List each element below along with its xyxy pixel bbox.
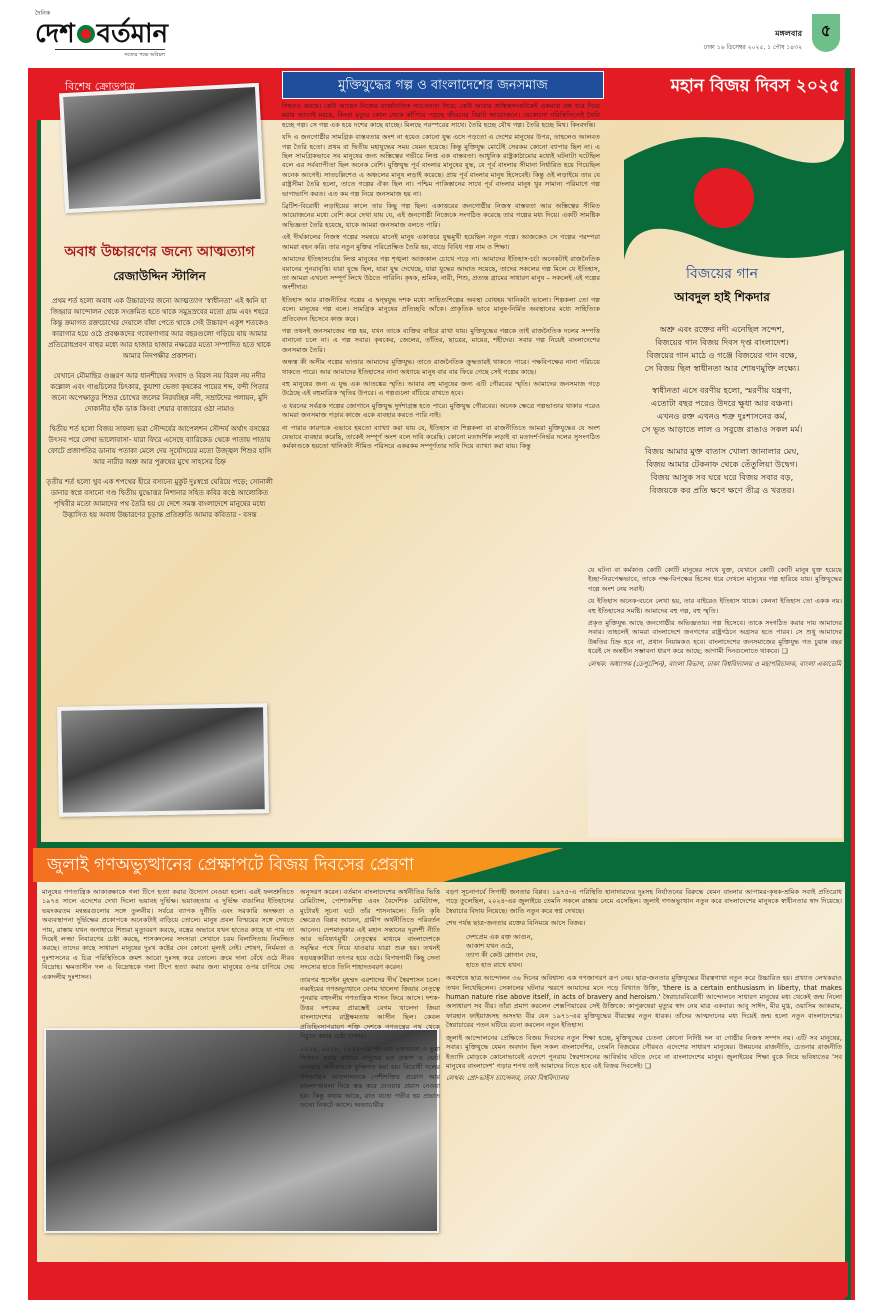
day-name: মঙ্গলবার	[775, 29, 802, 38]
paragraph: যে ইতিহাস অনেক-বচনে লেখা হয়, তার বাইরেও ইতিহাস থাকে। কেননা ইতিহাস তো একক নয়। বহু ইতিহাসের সমষ্টি। আমাদের বহু গল্প, বহু স্মৃতি।	[588, 597, 842, 615]
logo-prefix: দৈনিক	[35, 10, 51, 17]
dateline: ঢাকা ১৬ ডিসেম্বর ২০২৫, ১ পৌষ ১৪৩২	[703, 44, 802, 51]
poem1-stanza: প্রথম শর্ত হলো অবাধ এক উচ্চারণের জন্যে আত্মত্যাগ 'স্বাধীনতা' এই ধ্বনি যা জিহ্বার আন্দোলন থেকে সংক্রমিত হতে থাকে সমুদ্রস্রবের মতো গ্রাম এবং শহরে কিন্তু ক্রমাগত রক্তচোখের দেয়ালে বাঁধা পেতে থাকে সেই উচ্চারণ একুশ শতকেও কারাগার হয়ে ওঠে প্রবঞ্চকদের গবেষণাগার আর বছরগুলো গড়িয়ে যায় আমার প্রতিরোধপ্রবণ বাহুর মধ্যে আর হাজার হাজার নক্ষত্রের মতো সম্পাদিত হতে থাকে আমার নিদপক্ষীর প্রকাশনা।	[48, 297, 271, 360]
poem1-body	[42, 296, 277, 521]
poem1-stanza: যেখানে মৌমাছির গুঞ্জরণ আর ধানশীষের সংবাদ ও বিরল নয় বিরল নয় নদীর কল্লোল এবং গাঙচিলের চিৎকার, কুয়াশা ভেজা কৃষকের পায়ের শব্দ, বন্দী পিতার জন্যে অপেক্ষাতুর শিশুর চোখের জলের নিরবচ্ছিন্ন নদী, সম্রাটদের পলায়ন, মুদি দোকানীর হাঁক ডাক কিংবা শেয়ার বাজারের ওঠা নামাও	[50, 372, 269, 413]
paragraph: নিহতও করছে। কেউ আছেন নিজের রাজনৈতিক সচেতনতা নিয়ে; কেউ আবার অস্তিত্বসংকটকেই একমাত্র প্রশ্ন ধরে নিয়ে মরার আগেই মরছে, কিংবা মৃত্যুর কোল থেকে কাঁপিয়ে পড়ছে জীবনের বিরাট আয়োজনে। যেকোনো পরিস্থিতিতেই তৈরি হচ্ছে গল্প। সে গল্প এক হয়ে দশের কাছে যাচ্ছে। মিলছে পরস্পরের সাথে। তৈরি হচ্ছে যৌথ গল্প। তৈরি হচ্ছে মিথ। কিংবদন্তি।	[282, 102, 600, 129]
poem-line: আকাশ যখন ওঠে,	[466, 942, 514, 951]
footer-red-band	[41, 1262, 848, 1297]
poem1-author: রেজাউদ্দিন স্টালিন	[113, 269, 206, 283]
logo-name-right: বর্তমান	[96, 19, 169, 49]
article2-col2	[300, 888, 440, 1258]
bangladesh-flag-image	[604, 120, 844, 270]
paragraph: অনুসরণ করেন। বর্তমান বাংলাদেশের অর্থনীতির ভিত্তি রেমিট্যান্স, পোশাকশিল্প এবং বৈদেশিক রেমিট্যান্স, মুটোরই সূচনা ঘটে তাঁর শাসনামলে। তিনি কৃষি ক্ষেত্রেও বিপ্লব আনেন, গ্রামীণ অর্থনীতিতে পরিবর্তন আনেন। দেশমাতৃকার এই মহান সন্তানের দূরদর্শী নীতি আর ভবিষ্যৎমুখী নেতৃত্বের মাধ্যমে বাংলাদেশকে সমৃদ্ধির পথে নিয়ে যাওয়ার যাত্রা শুরু হয়। তখনই ষড়যন্ত্রকারীরা তৎপর হয়ে ওঠে। বিপথগামী কিছু সেনা সদস্যের হাতে তিনি শাহাদতবরণ করেন।	[300, 888, 440, 972]
poem1-stanza: তৃতীয় শর্ত হলো খুব এক শপথের হীরে বসানো মুকুট দুঃস্বপ্নে ঘেরিয়ে পড়ে; সোনালী ডানার স্বপ্নে বসানো গণ্ড দ্বিতীয় যুদ্ধোত্তর নিশানার সহিত কবির কণ্ঠে আলোকিত পৃথিবীর মতো আমাদের পথ তৈরি হয় যে দেশে সমস্ত বাংলাদেশে মানুষের মধ্যে উদ্ভাসিত হয় অবাধ উচ্চারণের চূড়ান্ত প্রতিশ্রুতি আমার কবিতার - বসন্ত	[46, 478, 273, 519]
inset-poem	[446, 933, 842, 971]
poem2-body	[604, 323, 840, 497]
poem-line: হাতে হাত রাখে যখন।	[466, 960, 523, 969]
logo-name-left: দেশ	[35, 19, 75, 49]
article1-continuation	[588, 566, 842, 838]
paragraph: অন্ধত্ব কী অসীম গল্পের ভাণ্ডার আমাদের মুক্তিযুদ্ধ। তাতে রাজনৈতিক ক্রুদ্ধতারই থাকতে পারে। পক্ষবিপক্ষের নানা পরিচয়ে থাকতে পারে। আর আমাদের ইতিহাসের নানা অধ্যায়ে মানুষ বার বার ফিরে গেছে সেই গল্পের কাছে।	[282, 358, 600, 376]
paragraph: ২০১৪, ২০১৮, ২০২৪-এর পর এক একতরফা ও ভুয়া নির্বাচন করার মাধ্যমে মানুষের মত প্রকাশ ও ভোট দেওয়ার অধিকারকে কুক্ষিগত করা হয়। বিরোধী দলের গণতান্ত্রিক আন্দোলনকে পেশীশক্তির প্রয়োগ আর মামলা-হামলা দিয়ে স্তব্ধ করে দেওয়ার প্রয়াস নেওয়া হয়। কিন্তু কথায় আছে, রাত যতো গভীর হয় প্রভাত ততো নিকটে আসে। অত্যাচারীর	[300, 1044, 440, 1109]
article1-byline: লেখক: অধ্যাপক (ডেপুটেশন), বাংলা বিভাগ, ঢাকা বিশ্ববিদ্যালয় ও মহাপরিচালক, বাংলা একাডেমি	[588, 659, 842, 668]
logo-tagline: সত্যের পক্ষে অবিচল	[55, 49, 165, 60]
poem-line: দেশপ্রেম এক রক্ত আগুন,	[466, 932, 533, 941]
poem-block-1	[42, 240, 277, 530]
article2-title: জুলাই গণঅভ্যুত্থানের প্রেক্ষাপটে বিজয় দিবসের প্রেরণা	[33, 848, 443, 882]
paragraph: ইতিহাস আর রাজনীতির গল্পের এ দ্বন্দ্বযুদ্ধ দশক মধ্যে সাহিত্যশিল্পের অবস্থা বোধহয় খানিকটা ভালো। শিল্পকলা তো গল্প বলে। মানুষের গল্প বলে। সামগ্রিক মানুষের প্রতিচ্ছবি আঁকে। প্রাকৃতিক ভাবে মানুষ-নির্মিত অবস্থানের মধ্যে সাহিত্যিক প্রতিবেদন হিসেবে কাজ করে।	[282, 295, 600, 323]
paragraph: প্রকৃত মুক্তিযুদ্ধ আছে জনগোষ্ঠীর অভিজ্ঞতায়। গল্প হিসেবে। তাকে সংগঠিত করার দায় আমাদের সবার। তাহলেই আমরা বাংলাদেশে জনগণের রাষ্ট্রগঠনে অগ্রসর হতে পারব। সে শুধু আমাদের উন্নতির চিহ্ন হবে না, প্রধান নিয়ামকও হবে। বাংলাদেশের জনসমাজের মুক্তিযুদ্ধ গত চুয়ান্ন বছর ধরেই সে অন্তহীন সম্ভাবনা ধারণ করে আছে; আগামী দিনগুলোতে থাকবে। ❑	[588, 619, 842, 656]
paragraph: যে ঘটনা বা কর্মকাণ্ড কোটি কোটি মানুষের সাথে যুক্ত, যেখানে কোটি কোটি মানুষ যুক্ত হয়েছে ইচ্ছা-নিরপেক্ষভাবে, তাকে পক্ষ-বিপক্ষের হিসেব ধরে দেখলে মানুষের গল্প হারিয়ে যায়। মুক্তিযুদ্ধের গল্পে অংশ নেয় সবাই।	[588, 566, 842, 593]
paragraph: ব্রিটিশ-বিরোধী লড়াইয়ের কালে তার কিছু গল্প ছিল। একাত্তরের জনগোষ্ঠীর নিজস্ব বাস্তবতা আর অস্তিত্বের সীমিত আয়োজনের মধ্যে বেশি করে দেখা যায় যে, এই জনগোষ্ঠী নিজেকে সংগঠিত করেছে তার গল্পের মধ্য দিয়ে। একটি সামষ্টিক অভিজ্ঞতা তৈরি হয়েছে, যাকে আমরা জনসমাজ বলতে পারি।	[282, 202, 600, 229]
supplement-label: বিশেষ ক্রোড়পত্র	[65, 80, 136, 93]
paragraph: যদি এ জনগোষ্ঠীর সামগ্রিক বাস্তবতার অংশ না হয়েও কোনো যুদ্ধ এসে পড়তো এ দেশের মানুষের উপর, তাহলেও আলবত গল্প তৈরি হতো। প্রথম বা দ্বিতীয় মহাযুদ্ধের সময় যেমন হয়েছে। কিন্তু মুক্তিযুদ্ধ মোটেই সেরকম কোনো ব্যাপার ছিল না। এ ছিল সামগ্রিকভাবে সব মানুষের জন্য অস্তিত্বের গভীরে লিপ্ত এক বাস্তবতা। আধুনিক রাষ্ট্রকাঠামোর মধ্যেই ঘটনাটা ঘটেছিল বলে এর সর্বব্যাপীতা ছিল অনেক বেশি। মুক্তিযুদ্ধ পূর্ব বাংলার মানুষের যুদ্ধ, যে পূর্ব বাংলার সীমানা নির্ধারিত হয়ে গিয়েছিল অনেক আগেই। সাতচল্লিশেও এ অঞ্চলের মানুষ লড়াই করেছে। প্রায় পূর্ব বাংলার মানুষ হিসেবেই। কিন্তু ওই লড়াইয়ে তার যে রাষ্ট্রসীমা তৈরি হলো, তাতে গল্পের ঐক্য ছিল না। পশ্চিম পাকিস্তানের সাথে পূর্ব বাংলার মানুষ খুব সামান্য পরিমাণে গল্প ভাগাভাগি করত। এত কম গল্প নিয়ে জনসমাজ হয় না।	[282, 133, 600, 198]
poem2-stanza: বিজয় আমার মুক্ত বাতাস খোলা জানালার মেঘ, বিজয় আমার টেকনাফ থেকে তেঁতুলিয়া উদ্বেগ। বিজয় আসুক সব ঘরে ঘরে বিজয় সবার বড়, বিজয়কে কর প্রতি ক্ষণে ক্ষণে তীব্র ও খরতর।	[644, 446, 799, 495]
paragraph: অবশেষে ছাত্র আন্দোলন ৩৬ দিনের অবিশ্বাস্য এক গণজাগরণ রূপ নেয়। ছাত্র-জনতার মুক্তিযুদ্ধের বীরত্বগাথা নতুন করে উচ্চারিত হয়। প্রখ্যাত লেখকরাও তখন লিখেছিলেন। সেকালের ঘটনার স্মরণে আমাদের মনে পড়ে বিখ্যাত উক্তি, 'there is a certain enthusiasm in liberty, that makes human nature rise above itself, in acts of bravery and heroism.' স্বৈরাচারবিরোধী আন্দোলনে সাধারণ মানুষের মধ্য থেকেই জন্ম নিলো অসাধারণ সব বীর। তাঁরা প্রমাণ করলেন শেক্সপিয়ারের সেই উক্তিকে: কাপুরুষেরা মৃত্যুর স্বাদ নেয় মাত্র একবার। আবু সাঈদ, মীর মুগ্ধ, ওয়াসিম আকরাম, ফারহান ফাইয়াজসহ অসংখ্য বীর যেন ১৯৭১-এর মুক্তিযুদ্ধের বীরত্বের নতুন ধারক। তাঁদের আত্মদানের মধ্য দিয়েই জন্ম হলো নতুন বাংলাদেশের। স্বৈরাচারের পতন ঘটিয়ে রচনা করলেন নতুন ইতিহাস।	[446, 974, 842, 1030]
logo-flag-icon	[77, 25, 95, 43]
paragraph: বড়ণ সূচনাপর্বে সিপাহী জনতার বিপ্লব। ১৯৭৫-এ পরিস্থিতি হানাদারদের দুঃসহ নির্যাতনের বিরুদ্ধে যেমন বাংলার আপামর-কৃষক-শ্রমিক সবাই প্রতিরোধ গড়ে তুলেছিল, ২০২৪-এর জুলাইয়ে তেমনি সকলে রাস্তায় নেমে এসেছিল। জুলাই গণঅভ্যুত্থান নতুন করে বাংলাদেশের মানুষকে স্বাধীনতার স্বাদ দিয়েছে। স্বৈরাচার বিদায় নিয়েছে। জাতি নতুন করে স্বপ্ন দেখছে।	[446, 888, 842, 915]
supplement-title: মহান বিজয় দিবস ২০২৫	[670, 76, 840, 96]
logo-wordmark	[35, 19, 215, 49]
poem2-stanza: অশ্রু এবং রক্তের নদী এনেছিল সন্দেশ, বিজয়ের গান বিজয় দিবস দৃপ্ত বাংলাদেশ। বিজয়ের গান মাঠে ও গঞ্জে বিজয়ের গান বক্ষে, সে বিজয় ছিল স্বাধীনতা আর শোষণমুক্তি লক্ষ্যে।	[644, 324, 800, 373]
paragraph: গল্প তথনই জনসমাজের গল্প হয়, যখন তাকে ব্যক্তির বাইরে রাখা যায়। মুক্তিযুদ্ধের গল্পকে তাই রাজনৈতিক দলের সম্পত্তি বানানো চলে না। এ গল্প সবার। কৃষকের, জেলের, তাঁতির, ছাত্রের, মায়ের, শহীদের। সবার গল্প নিয়েই বাংলাদেশের জনসমাজ তৈরি।	[282, 326, 600, 354]
paragraph: এ ধরনের সর্বত্রক গল্পের জোগানে মুক্তিযুদ্ধ দুর্দশাগ্রস্ত হতে পারে। মুক্তিযুদ্ধ গৌরবের। অনেক ক্ষেত্রে গল্পভাণ্ডার থাকার পরেও আমরা জনসমাজ গড়ার কাজে একে ব্যবহার করতে পারি নাই।	[282, 401, 600, 420]
article2-col1	[42, 888, 294, 1023]
page-number-badge: ৫	[812, 14, 840, 52]
poem2-stanza: স্বাধীনতা এসে বরণীয় হলো, স্মরণীয় যন্ত্রণা, এতোটা বছর পরেও উদরে ক্ষুধা আর বঞ্চনা। এখনও রক্ত এখনও শত্রু দুঃশাসনের কর্ম, সে ভূত আড়াতে লাল ও সবুজে রাঙাও সকল মর্ম।	[641, 385, 803, 434]
poem1-stanza: দ্বিতীয় শর্ত হলো বিজয় সাফল্য ভরা সৌন্দর্যের আপেলশন সৌন্দর্য অর্থাৎ বসন্তের উৎসব পরে লেখা ভালোবাসা- যারা ফিরে এসেছে ব্যারিকেড থেকে পাতায় পাতায় ফোটে প্রজাপতির ডানায় পতাকা মেলে দেয় সূর্যোদয়ের মতো উজ্জ্বল শিশুর হাসি আর নারীর অশ্রু আর পুরুষের মুখে সাহসের চিহ্ন	[47, 425, 272, 466]
liberation-war-photo-crowd	[59, 83, 265, 213]
poem2-author: আবদুল হাই শিকদার	[674, 290, 770, 304]
paragraph: বহু মানুষের জন্য এ যুদ্ধ এক আতঙ্কের স্মৃতি। আবার বহু মানুষের জন্য এটি গৌরবের স্মৃতি। আমাদের জনসমাজ গড়ে উঠেছে এই বহুমাত্রিক স্মৃতির উপরে। এ গল্পগুলো বাঁচিয়ে রাখতে হবে।	[282, 379, 600, 398]
freedom-fighters-photo	[57, 703, 269, 817]
poem-line: ত্যাগ কী কেউ শ্লোগান দেয়,	[466, 951, 538, 960]
poem2-title: বিজয়ের গান	[686, 266, 758, 282]
poem1-title: অবাধ উচ্চারণের জন্যে আত্মত্যাগ	[64, 244, 255, 260]
paragraph: জুলাই আন্দোলনের প্রেক্ষিতে বিজয় দিবসের নতুন শিক্ষা হচ্ছে, মুক্তিযুদ্ধের চেতনা কোনো নির্দিষ্ট দল বা গোষ্ঠীর নিজস্ব সম্পদ নয়। এটি সব মানুষের, সবার। মুক্তিযুদ্ধে যেমন অবদান ছিল সকল বাংলাদেশির, তেমনি বিজয়ের গৌরবও এদেশের সাধারণ মানুষের। উন্নয়নের রাজনীতি, চেতনার রাজনীতি ইত্যাদি মোড়কে কোনোভাবেই এদেশে পুনরায় স্বৈরশাসনের আবির্ভাব ঘটতে দেবে না বাংলাদেশের মানুষ। জুলাইয়ের শিক্ষা বুকে নিয়ে ভবিষ্যতের 'সব মানুষের বাংলাদেশ' গড়ার শপথ তাই আমাদের নিতে হবে এই বিজয় দিবসেই। ❑	[446, 1033, 842, 1070]
paragraph: না পারার কারণকে এভাবে হয়তো ব্যাখ্যা করা যায় যে, ইতিহাস বা শিল্পকলা বা রাজনীতিতে আমরা মুক্তিযুদ্ধের যে অংশ যেভাবে ব্যবহার করেছি, তাকেই সম্পূর্ণ অংশ বলে দাবি করেছি। কোনো মতাদর্শিক লড়াই বা মতাদর্শ-নির্ভর দলের সুসংগঠিত কর্মকাণ্ডকে হয়তো খানিকটা সীমিত পরিসরে একরকম সম্পূর্ণতার দাবি দিয়ে ব্যাখ্যা করা যায়। কিন্তু	[282, 423, 600, 451]
paragraph: শেষ পর্যন্ত ছাত্র-জনতার রক্তের বিনিময়ে আসে বিজয়।	[446, 919, 586, 928]
article2-byline: লেখক: প্রো-ভাইস চ্যান্সেলর, ঢাকা বিশ্ববিদ্যালয়	[446, 1074, 569, 1083]
article2-col3	[446, 888, 842, 1258]
paragraph: এই দীর্ঘকালের নিজস্ব গল্পের সমন্বয়ে মানেই মানুষ একাত্তরে যুদ্ধমুখী হয়েছিল নতুন গল্পে। আজকেও সে গল্পের পরম্পরা আমরা বহন করি। তার নতুন মুক্তির পরিপ্রেক্ষিত তৈরি হয়, বাড়ে বিবিধ গল্প নাম ও শিক্ষা।	[282, 233, 600, 251]
newspaper-logo	[35, 8, 215, 66]
paragraph: আমাদের ইতিহাসচর্চায় লিপ্ত মানুষের গল্প শৃঙ্খলা আজকাল চোখে পড়ে না। আমাদের ইতিহাস-চর্চা অনেকটাই রাজনৈতিক বয়ানের পুনরাবৃত্তি। যারা যুদ্ধে ছিল, যারা যুদ্ধ দেখেছে, যারা যুদ্ধের আঘাত সয়েছে, তাদের সকলের গল্প মিলে যে ইতিহাস, তা আমরা এখনো সম্পূর্ণ লিখে উঠতে পারিনি। কৃষক, শ্রমিক, নারী, শিশু, প্রত্যন্ত গ্রামের সাধারণ মানুষ – সকলেই এই গল্পের অংশীদার।	[282, 255, 600, 292]
paragraph: মানুষের গণতান্ত্রিক আকাঙ্ক্ষাকে গলা টিপে হত্যা করার উদ্যোগ নেওয়া হলো। এরই ফলশ্রুতিতে ১৯৭৪ সালে এদেশের দেখা দিলো ভয়াবহ দুর্ভিক্ষ। ভয়াবহতায় এ দুর্ভিক্ষ বাঙালির ইতিহাসের ভয়ংকরতম মন্বন্তরগুলোর সঙ্গে তুলনীয়। সর্বত্রে ব্যাপক দুর্নীতি এবং সরকারি অদক্ষতা ও অব্যবস্থাপনা দুর্ভিক্ষের প্রকোপকে অনেকটাই বাড়িয়ে তোলে। মানুষ প্রবল বিস্ময়ের সঙ্গে দেখতে পায়, রাস্তায় যখন অনাহারে শিশুরা মৃত্যুবরণ করছে, বস্ত্রের অভাবে যখন হাতের কাছে যা পায় তা দিয়েই লজ্জা নিবারণের চেষ্টা করছে, শাসকদলের সদস্যরা সেখানে চরম বিলাসিতায় নিমজ্জিত করছে। তাদের কাছে সাধারণ মানুষের দুঃখ কষ্টের যেন কোনো মূল্যই নেই। শোষণ, নির্মমতা ও দুঃশাসনের এ চিত্র পরিস্থিতিকে ক্রমশ আরো দুঃসহ করে তোলে। ক্রমে দানা বেঁধে ওঠে নীরব বিদ্রোহ। ক্ষমতাসীন দল এ বিদ্রোহকে গলা টিপে হত্যা করার জন্য মানুষের ওপর চাপিয়ে দেয় একদলীয় দুঃশাসন।	[42, 888, 294, 981]
article1-title: মুক্তিযুদ্ধের গল্প ও বাংলাদেশের জনসমাজ	[282, 71, 604, 99]
poem-block-2	[604, 262, 840, 506]
article1-body	[282, 102, 600, 837]
paragraph: তারপর হুসেইন মুহম্মদ এরশাদের দীর্ঘ স্বৈরশাসন চলে। নব্বইয়ের গণঅভ্যুত্থানে বেগম খালেদা জিয়ার নেতৃত্বে পুনরায় বহুদলীয় গণতান্ত্রিক শাসন ফিরে আসে। দশক-উত্তর দশকের প্রারম্ভেই বেগম খালেদা জিয়া বাংলাদেশের রাষ্ট্রক্ষমতায় আসীন ছিল। কেবল প্রতিহিংসাপরায়ণ শক্তি দেশকে গণতন্ত্রের পথ থেকে বিচ্যুত করার চেষ্টা চালায়।	[300, 975, 440, 1041]
